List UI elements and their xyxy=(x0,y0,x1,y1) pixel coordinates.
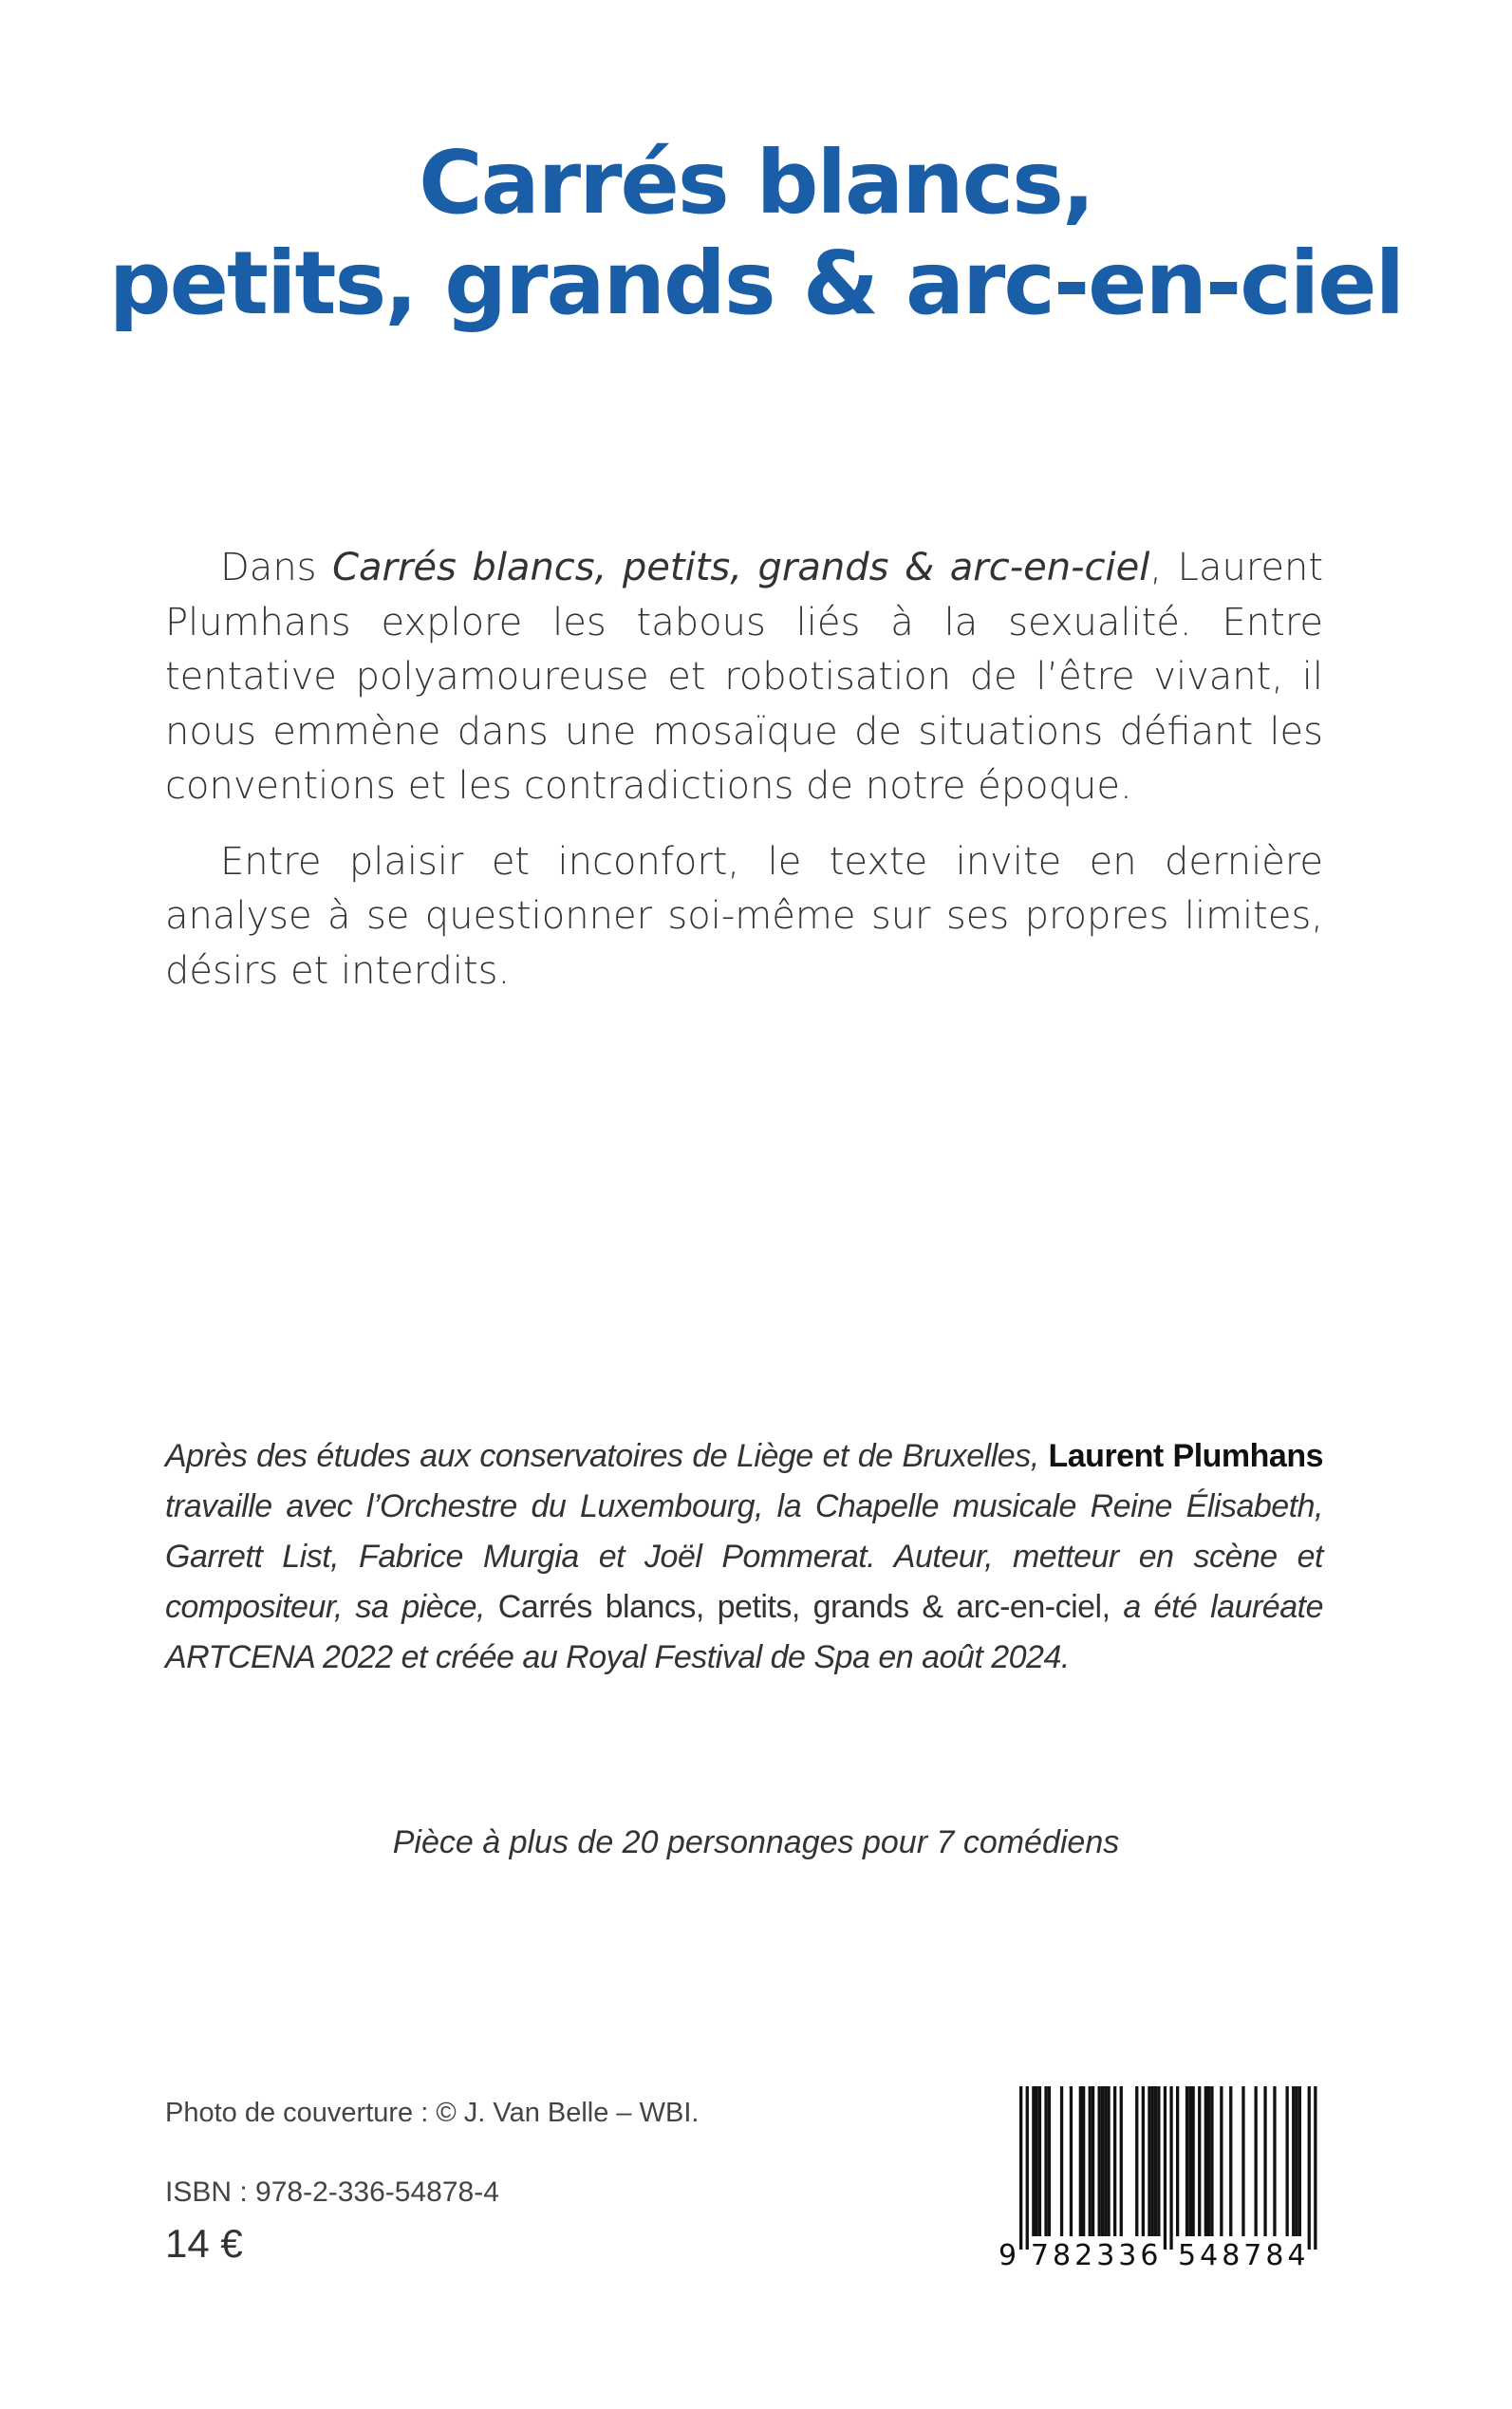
barcode-digit: 7 xyxy=(1030,2239,1049,2269)
photo-credit: Photo de couverture : © J. Van Belle – WBI. xyxy=(165,2098,700,2128)
barcode-digit: 5 xyxy=(1178,2239,1197,2269)
barcode-bar xyxy=(1220,2086,1223,2236)
barcode-digit: 8 xyxy=(1222,2239,1241,2269)
bio-text: travaille avec l’Orchestre du Luxembourg, la Chapelle musicale Reine Élisabeth, Garrett List, Fabrice Murgia et Joël Pommerat. Auteur, metteur en scène et compositeur, sa pièce, xyxy=(165,1488,1323,1625)
barcode-bar xyxy=(1019,2086,1022,2250)
blurb-title-ref: Carrés blancs, petits, grands & arc-en-ciel xyxy=(332,546,1150,589)
barcode-bar xyxy=(1092,2086,1094,2236)
barcode-bar xyxy=(1314,2086,1316,2250)
barcode xyxy=(987,2079,1329,2269)
isbn: ISBN : 978-2-336-54878-4 xyxy=(165,2176,499,2208)
barcode-bar xyxy=(1082,2086,1085,2236)
bio-text: a été lauréate ARTCENA 2022 et créée au Royal Festival de Spa en août 2024. xyxy=(165,1589,1323,1675)
title-line-1: Carrés blancs, xyxy=(419,132,1093,233)
barcode-bar xyxy=(1210,2086,1213,2236)
barcode-digit: 4 xyxy=(1200,2239,1219,2269)
barcode-bar xyxy=(1113,2086,1116,2236)
barcode-bar xyxy=(1286,2086,1289,2236)
barcode-digit: 7 xyxy=(1243,2239,1262,2269)
barcode-bar xyxy=(1198,2086,1201,2236)
title-line-2: petits, grands & arc-en-ciel xyxy=(108,233,1404,334)
blurb xyxy=(165,541,1323,1019)
barcode-bar xyxy=(1026,2086,1029,2250)
barcode-bar xyxy=(1229,2086,1232,2236)
barcode-bar xyxy=(1263,2086,1266,2236)
barcode-bar xyxy=(1038,2086,1041,2236)
barcode-bar xyxy=(1192,2086,1195,2236)
barcode-bar xyxy=(1101,2086,1104,2236)
barcode-bar xyxy=(1298,2086,1301,2236)
barcode-bar xyxy=(1185,2086,1188,2236)
barcode-digit: 2 xyxy=(1074,2239,1093,2269)
barcode-digit: 8 xyxy=(1053,2239,1072,2269)
barcode-digit: 3 xyxy=(1096,2239,1115,2269)
barcode-digit: 4 xyxy=(1287,2239,1306,2269)
barcode-bar xyxy=(1169,2086,1172,2250)
barcode-digit: 3 xyxy=(1118,2239,1137,2269)
price: 14 € xyxy=(165,2221,243,2266)
barcode-bar xyxy=(1241,2086,1244,2236)
blurb-text: Dans xyxy=(220,546,333,589)
barcode-bar xyxy=(1032,2086,1035,2236)
author-bio xyxy=(165,1431,1323,1683)
barcode-bar xyxy=(1207,2086,1210,2236)
barcode-bar xyxy=(1079,2086,1082,2236)
barcode-bar xyxy=(1070,2086,1073,2236)
barcode-bar xyxy=(1273,2086,1276,2236)
barcode-bar xyxy=(1255,2086,1258,2236)
bio-play-title: Carrés blancs, petits, grands & arc-en-ciel, xyxy=(497,1589,1111,1625)
barcode-bar xyxy=(1151,2086,1154,2236)
barcode-bar xyxy=(1176,2086,1179,2236)
barcode-digit: 6 xyxy=(1140,2239,1159,2269)
barcode-bar xyxy=(1107,2086,1110,2236)
barcode-bar xyxy=(1036,2086,1038,2236)
barcode-bar xyxy=(1098,2086,1101,2236)
barcode-bar xyxy=(1142,2086,1145,2236)
barcode-bar xyxy=(1148,2086,1150,2236)
barcode-bar xyxy=(1120,2086,1123,2236)
bio-text: Après des études aux conservatoires de Liège et de Bruxelles, xyxy=(165,1438,1049,1474)
barcode-bar xyxy=(1292,2086,1295,2236)
barcode-bar xyxy=(1048,2086,1051,2236)
barcode-bar xyxy=(1308,2086,1311,2250)
barcode-bar xyxy=(1044,2086,1047,2236)
barcode-bar xyxy=(1154,2086,1157,2236)
blurb-paragraph-1 xyxy=(165,541,1323,814)
barcode-bar xyxy=(1060,2086,1063,2236)
barcode-bar xyxy=(1295,2086,1297,2236)
book-title xyxy=(0,133,1512,334)
barcode-digit: 9 xyxy=(999,2239,1017,2269)
author-name: Laurent Plumhans xyxy=(1048,1438,1323,1474)
barcode-bar xyxy=(1188,2086,1191,2236)
barcode-bar xyxy=(1104,2086,1107,2236)
cast-note: Pièce à plus de 20 personnages pour 7 comédiens xyxy=(392,1824,1120,1860)
barcode-bar xyxy=(1204,2086,1207,2236)
barcode-bar xyxy=(1164,2086,1167,2250)
barcode-digit: 8 xyxy=(1265,2239,1284,2269)
barcode-bar xyxy=(1157,2086,1160,2236)
barcode-bar xyxy=(1089,2086,1092,2236)
blurb-paragraph-2: Entre plaisir et inconfort, le texte invite en dernière analyse à se questionner soi-même sur ses propres limites, désirs et interdits. xyxy=(165,839,1323,993)
barcode-bar xyxy=(1135,2086,1138,2236)
blurb-text: , Laurent Plumhans explore les tabous liés à la sexualité. Entre tentative polyamoureuse et robotisation de l’être vivant, il nous emmène dans une mosaïque de situations défiant les conventions et les contradictions de notre époque. xyxy=(165,546,1324,808)
